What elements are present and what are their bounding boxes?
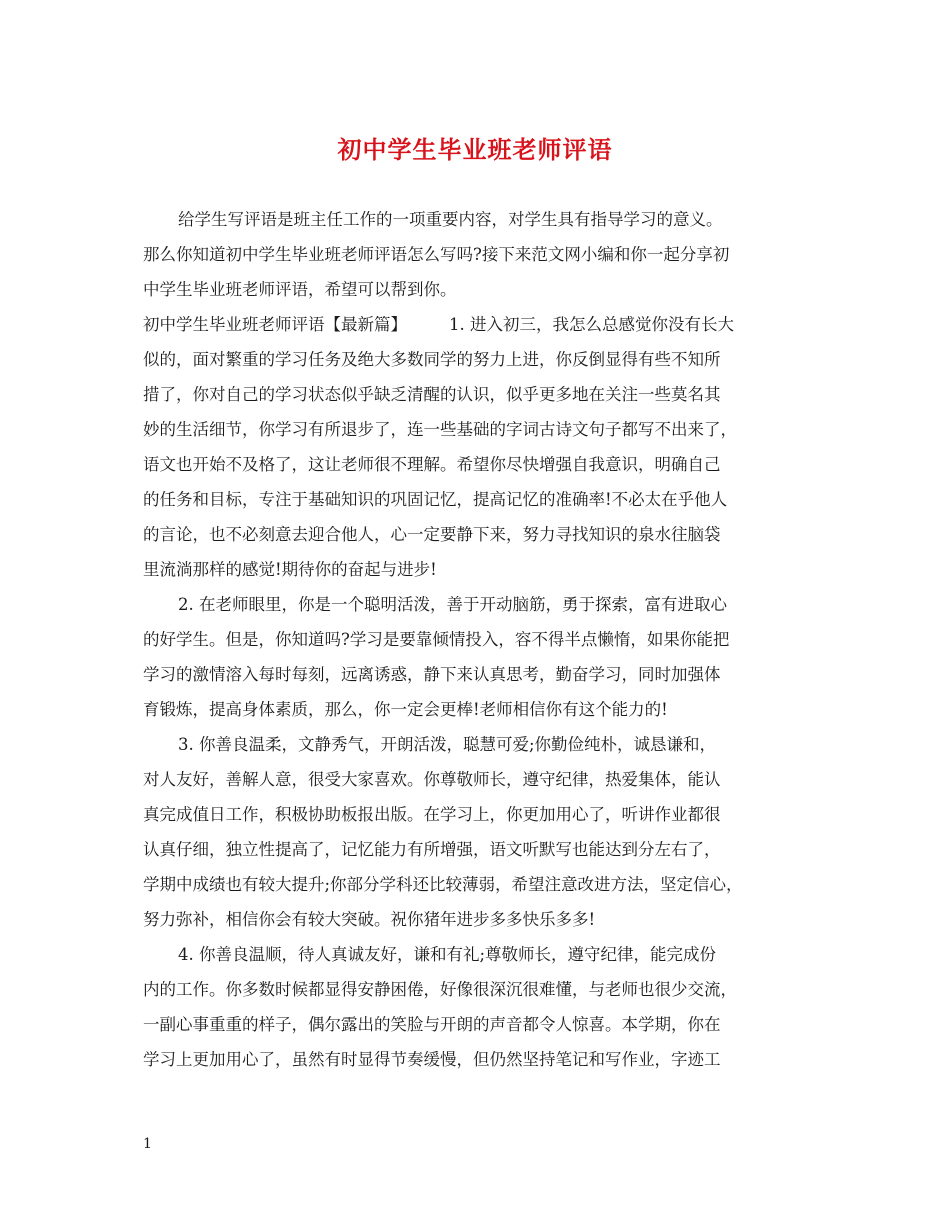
comment-start: 1. 进入初三，我怎么总感觉你没有长大 — [449, 315, 734, 334]
text-line: 4. 你善良温顺，待人真诚友好，谦和有礼;尊敬师长，遵守纪律，能完成份 — [178, 945, 717, 964]
text-line: 学习的激情溶入每时每刻，远离诱惑，静下来认真思考，勤奋学习，同时加强体 — [143, 665, 721, 684]
text-line: 给学生写评语是班主任工作的一项重要内容，对学生具有指导学习的意义。 — [178, 210, 723, 229]
text-line: 对人友好，善解人意，很受大家喜欢。你尊敬师长，遵守纪律，热爱集体，能认 — [143, 770, 721, 789]
text-line: 努力弥补，相信你会有较大突破。祝你猪年进步多多快乐多多! — [143, 910, 596, 929]
text-line: 3. 你善良温柔，文静秀气，开朗活泼，聪慧可爱;你勤俭纯朴，诚恳谦和， — [178, 735, 717, 754]
text-line: 那么你知道初中学生毕业班老师评语怎么写吗?接下来范文网小编和你一起分享初 — [143, 245, 730, 264]
text-line: 措了，你对自己的学习状态似乎缺乏清醒的认识，似乎更多地在关注一些莫名其 — [143, 385, 721, 404]
comment-paragraph-2 — [143, 587, 823, 727]
page-number: 1 — [143, 1136, 152, 1152]
text-line: 的言论，也不必刻意去迎合他人，心一定要静下来，努力寻找知识的泉水往脑袋 — [143, 525, 721, 544]
text-line: 学习上更加用心了，虽然有时显得节奏缓慢，但仍然坚持笔记和写作业，字迹工 — [143, 1050, 721, 1069]
intro-paragraph — [143, 202, 823, 307]
text-line: 真完成值日工作，积极协助板报出版。在学习上，你更加用心了，听讲作业都很 — [143, 805, 721, 824]
text-line: 里流淌那样的感觉!期待你的奋起与进步! — [143, 560, 437, 579]
text-line: 似的，面对繁重的学习任务及绝大多数同学的努力上进，你反倒显得有些不知所 — [143, 350, 721, 369]
text-line: 学期中成绩也有较大提升;你部分学科还比较薄弱，希望注意改进方法，坚定信心， — [143, 875, 743, 894]
comment-paragraph-1 — [143, 307, 823, 587]
document-title: 初中学生毕业班老师评语 — [337, 135, 613, 164]
text-line: 妙的生活细节，你学习有所退步了，连一些基础的字词古诗文句子都写不出来了， — [143, 420, 737, 439]
text-line: 2. 在老师眼里，你是一个聪明活泼，善于开动脑筋，勇于探索，富有进取心 — [178, 595, 727, 614]
text-line: 内的工作。你多数时候都显得安静困倦，好像很深沉很难懂，与老师也很少交流， — [143, 980, 737, 999]
text-line: 的任务和目标，专注于基础知识的巩固记忆，提高记忆的准确率!不必太在乎他人 — [143, 490, 728, 509]
text-line — [143, 307, 823, 342]
comment-paragraph-4 — [143, 937, 823, 1077]
document-body — [143, 202, 823, 1077]
text-line: 育锻炼，提高身体素质，那么，你一定会更棒!老师相信你有这个能力的! — [143, 700, 668, 719]
text-line: 语文也开始不及格了，这让老师很不理解。希望你尽快增强自我意识，明确自己 — [143, 455, 721, 474]
text-line: 认真仔细，独立性提高了，记忆能力有所增强，语文听默写也能达到分左右了， — [143, 840, 721, 859]
text-line: 一副心事重重的样子，偶尔露出的笑脸与开朗的声音都令人惊喜。本学期，你在 — [143, 1015, 721, 1034]
section-heading: 初中学生毕业班老师评语【最新篇】 — [143, 315, 407, 334]
comment-paragraph-3 — [143, 727, 823, 937]
text-line: 的好学生。但是，你知道吗?学习是要靠倾情投入，容不得半点懒惰，如果你能把 — [143, 630, 730, 649]
text-line: 中学生毕业班老师评语，希望可以帮到你。 — [143, 280, 457, 299]
